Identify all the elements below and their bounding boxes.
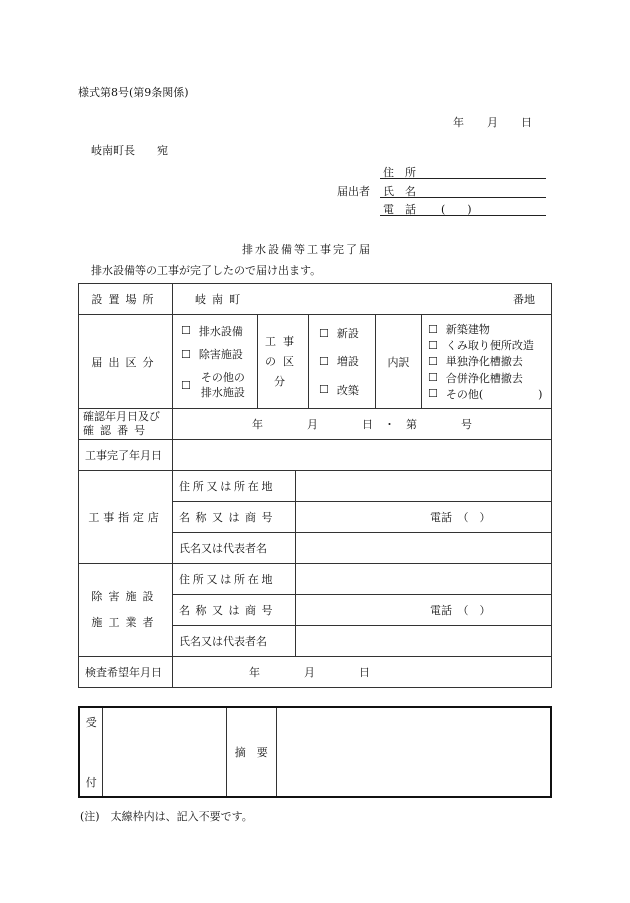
category-option[interactable]: ☐ 排水設備 [181, 324, 243, 338]
inspection-value: 年 月 日 [249, 666, 370, 679]
addressee: 岐南町長 宛 [91, 144, 168, 157]
removal-label-2: 施工業者 [91, 616, 160, 629]
removal-rep-label-cell: 氏名又は代表者名 [173, 626, 296, 657]
location-value-cell[interactable] [173, 284, 552, 315]
checkbox-icon[interactable]: ☐ [428, 387, 438, 401]
checkbox-icon[interactable]: ☐ [428, 322, 438, 336]
checkbox-icon[interactable]: ☐ [319, 326, 329, 340]
category-label-cell [79, 315, 173, 409]
removal-name-value[interactable] [296, 595, 552, 626]
address-label: 住 所 [383, 166, 416, 179]
checkbox-icon[interactable]: ☐ [181, 347, 191, 361]
receipt-label-cell [79, 707, 103, 797]
breakdown-options [422, 315, 551, 408]
completion-value-cell[interactable] [173, 440, 552, 471]
contractor-label: 工事指定店 [88, 511, 163, 524]
checkbox-icon[interactable]: ☐ [428, 354, 438, 368]
date-month-label: 月 [487, 116, 498, 129]
removal-address-value[interactable] [296, 564, 552, 595]
work-type-label-cell [258, 315, 309, 408]
confirm-value: 年 月 日 ・ 第 号 [252, 418, 472, 431]
checkbox-icon[interactable]: ☐ [428, 371, 438, 385]
checkbox-icon[interactable]: ☐ [428, 338, 438, 352]
category-cell [173, 315, 552, 409]
form-number: 様式第8号(第9条関係) [78, 86, 189, 99]
breakdown-option[interactable]: ☐ 単独浄化槽撤去 [428, 354, 523, 369]
receipt-label-bottom: 付 [85, 776, 97, 789]
location-town: 岐南町 [195, 293, 247, 306]
summary-value-cell [276, 707, 551, 797]
applicant-label: 届出者 [337, 185, 370, 198]
location-label: 設置場所 [91, 293, 160, 306]
inspection-value-cell[interactable] [173, 657, 552, 688]
phone-label: 電 話 [383, 203, 416, 216]
contractor-address-label-cell: 住所又は所在地 [173, 471, 296, 502]
completion-label: 工事完了年月日 [85, 449, 162, 462]
confirm-label-2: 確認番号 [83, 424, 152, 437]
breakdown-label-cell [376, 315, 422, 408]
summary-label: 摘 要 [234, 746, 268, 759]
receipt-table [78, 706, 552, 798]
footnote: (注) 太線枠内は、記入不要です。 [80, 810, 253, 823]
contractor-rep-value[interactable] [296, 533, 552, 564]
category-label: 届出区分 [91, 355, 160, 369]
removal-name-label-cell: 名称又は商号 [173, 595, 296, 626]
category-option[interactable]: ☐ 除害施設 [181, 347, 243, 362]
breakdown-option[interactable]: ☐ 新築建物 [428, 322, 490, 337]
breakdown-option[interactable]: ☐ 合併浄化槽撤去 [428, 371, 523, 385]
confirm-label-cell [79, 409, 173, 440]
receipt-value-cell [103, 707, 226, 797]
work-type-option[interactable]: ☐ 新設 [319, 326, 359, 341]
checkbox-icon[interactable]: ☐ [319, 354, 329, 368]
work-type-option[interactable]: ☐ 改築 [319, 383, 359, 397]
checkbox-icon[interactable]: ☐ [181, 378, 191, 392]
name-underline [380, 197, 546, 198]
contractor-name-label-cell: 名称又は商号 [173, 502, 296, 533]
work-type-options [309, 315, 376, 408]
checkbox-icon[interactable]: ☐ [181, 324, 191, 338]
removal-phone: 電話 （ ） [430, 604, 491, 617]
confirm-label-1: 確認年月日及び [83, 410, 160, 423]
phone-parens: ( ) [441, 203, 472, 216]
removal-label-cell [79, 564, 173, 657]
breakdown-option[interactable]: ☐ その他( ) [428, 387, 543, 401]
contractor-phone: 電話 （ ） [430, 511, 491, 524]
category-options [173, 315, 258, 408]
removal-rep-value[interactable] [296, 626, 552, 657]
removal-label-1: 除害施設 [91, 590, 160, 603]
summary-label-cell [226, 707, 276, 797]
completion-label-cell [79, 440, 173, 471]
main-form-table [78, 283, 552, 688]
checkbox-icon[interactable]: ☐ [319, 383, 329, 397]
inspection-label: 検査希望年月日 [85, 666, 162, 679]
name-label: 氏 名 [383, 185, 416, 198]
breakdown-option[interactable]: ☐ くみ取り便所改造 [428, 338, 534, 353]
confirm-value-cell[interactable] [173, 409, 552, 440]
category-option[interactable]: ☐ その他の排水施設 [181, 371, 245, 400]
contractor-name-value[interactable] [296, 502, 552, 533]
location-label-cell [79, 284, 173, 315]
date-year-label: 年 [453, 116, 464, 129]
contractor-address-value[interactable] [296, 471, 552, 502]
breakdown-label: 内訳 [387, 355, 410, 369]
work-type-label: 工事の区分 [265, 334, 301, 388]
date-day-label: 日 [521, 116, 532, 129]
contractor-rep-label-cell: 氏名又は代表者名 [173, 533, 296, 564]
intro-text: 排水設備等の工事が完了したので届け出ます。 [91, 264, 322, 277]
removal-address-label-cell: 住所又は所在地 [173, 564, 296, 595]
phone-underline [380, 215, 546, 216]
contractor-label-cell [79, 471, 173, 564]
work-type-option[interactable]: ☐ 増設 [319, 354, 359, 369]
form-title: 排水設備等工事完了届 [242, 243, 372, 256]
inspection-label-cell [79, 657, 173, 688]
address-underline [380, 178, 546, 179]
location-suffix: 番地 [513, 293, 535, 306]
receipt-label-top: 受 [85, 716, 97, 729]
